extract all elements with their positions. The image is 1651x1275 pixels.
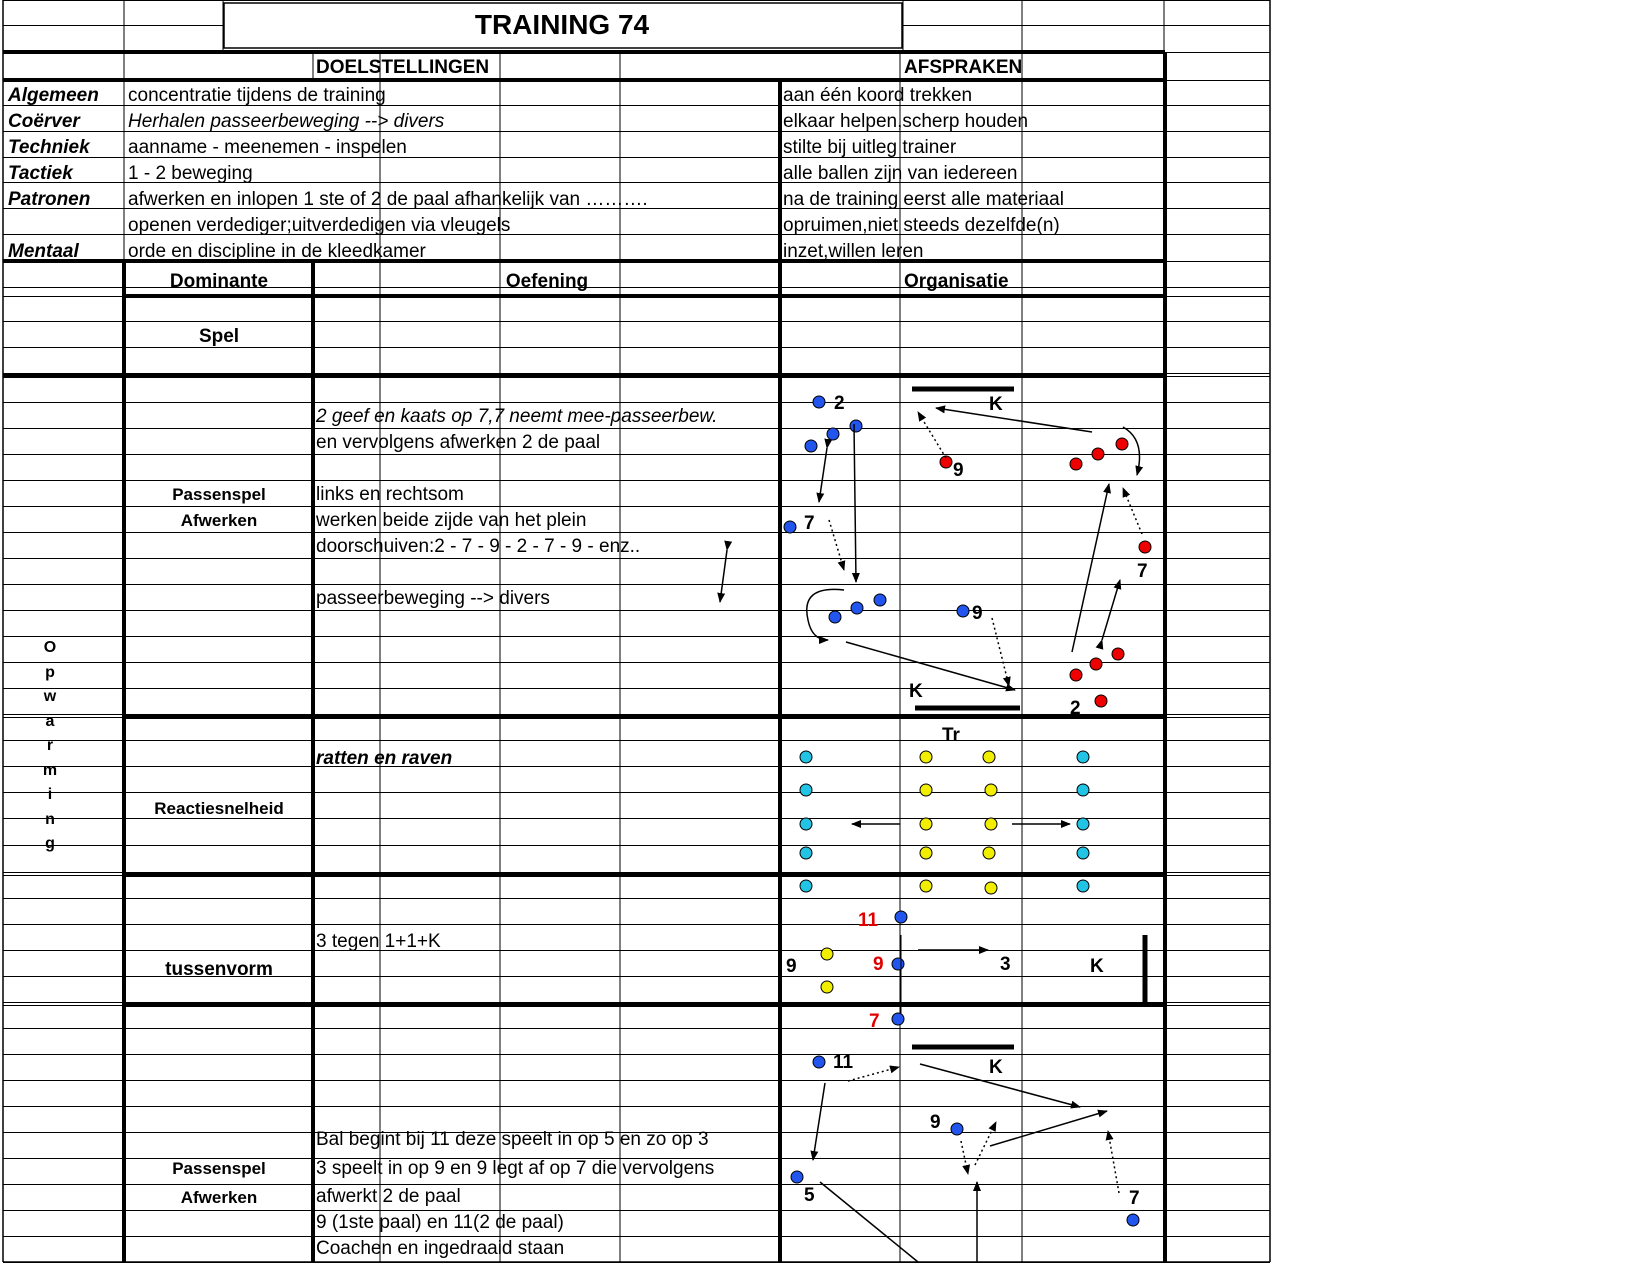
- player-dot: [1077, 880, 1089, 892]
- player-dot: [920, 847, 932, 859]
- diagram-label: 11: [833, 1052, 854, 1073]
- goal-text: 1 - 2 beweging: [128, 163, 253, 184]
- side-label-letter: w: [43, 688, 57, 705]
- player-dot: [951, 1123, 963, 1135]
- oefening-line: werken beide zijde van het plein: [316, 510, 587, 531]
- player-dot: [1112, 648, 1124, 660]
- player-dot: [920, 751, 932, 763]
- player-dot: [957, 605, 969, 617]
- player-dot: [1070, 669, 1082, 681]
- arrow: [813, 1083, 825, 1160]
- pass-line: [820, 1182, 918, 1262]
- player-dot: [985, 784, 997, 796]
- player-dot: [985, 882, 997, 894]
- diagram-label: 7: [1137, 561, 1148, 582]
- goal-label: Coërver: [8, 111, 80, 132]
- arrow: [961, 1141, 968, 1174]
- diagram-label: 9: [930, 1112, 941, 1133]
- side-label-letter: p: [45, 663, 55, 681]
- goal-text: afwerken en inlopen 1 ste of 2 de paal afhankelijk van ……….: [128, 189, 648, 210]
- player-dot: [1070, 458, 1082, 470]
- arrow: [1072, 484, 1109, 652]
- dominante-afwerken-1: Afwerken: [180, 511, 258, 530]
- oefening-line: afwerkt 2 de paal: [316, 1186, 461, 1207]
- diagram-label: 7: [804, 513, 815, 534]
- diagram-label-keeper: K: [989, 1057, 1003, 1078]
- diagram-label: 3: [1000, 954, 1011, 975]
- diagram-label: 9: [972, 603, 983, 624]
- goal-label: Tactiek: [8, 163, 73, 184]
- afspraak-text: alle ballen zijn van iedereen: [783, 163, 1018, 184]
- afspraak-text: inzet,willen leren: [783, 241, 924, 262]
- goal-text: orde en discipline in de kleedkamer: [128, 241, 426, 262]
- player-dot: [920, 784, 932, 796]
- header-organisatie: Organisatie: [904, 271, 1009, 292]
- side-label-letter: r: [46, 737, 54, 754]
- player-dot: [829, 611, 841, 623]
- player-dot: [813, 1056, 825, 1068]
- afspraak-text: opruimen,niet steeds dezelfde(n): [783, 215, 1060, 236]
- side-label-letter: n: [45, 810, 55, 828]
- afspraak-text: aan één koord trekken: [783, 85, 973, 106]
- player-dot: [1077, 784, 1089, 796]
- player-dot: [800, 880, 812, 892]
- arrow: [992, 618, 1009, 686]
- player-dot: [800, 751, 812, 763]
- player-dot: [1077, 847, 1089, 859]
- player-dot: [851, 602, 863, 614]
- player-dot: [920, 818, 932, 830]
- afspraak-text: stilte bij uitleg trainer: [783, 137, 957, 158]
- goal-text: Herhalen passeerbeweging --> divers: [128, 111, 445, 132]
- player-dot: [1090, 658, 1102, 670]
- player-dot: [985, 818, 997, 830]
- goal-label: Mentaal: [8, 241, 79, 262]
- player-dot: [821, 948, 833, 960]
- oefening-line: 3 tegen 1+1+K: [316, 931, 441, 952]
- afspraak-text: na de training eerst alle materiaal: [783, 189, 1064, 210]
- oefening-line: Coachen en ingedraaid staan: [316, 1238, 565, 1259]
- diagram-label-trainer: Tr: [942, 725, 960, 746]
- player-dot: [821, 981, 833, 993]
- player-dot: [827, 428, 839, 440]
- arrow: [1108, 1131, 1119, 1193]
- side-label-letter: i: [47, 786, 53, 803]
- goal-label: Patronen: [8, 189, 91, 210]
- goal-text: aanname - meenemen - inspelen: [128, 137, 407, 158]
- dominante-passenspel-1: Passenspel: [172, 485, 266, 504]
- oefening-line: 2 geef en kaats op 7,7 neemt mee-passeerbew.: [316, 406, 718, 427]
- player-dot: [874, 594, 886, 606]
- diagram-label: 9: [953, 460, 964, 481]
- player-dot: [892, 958, 904, 970]
- side-label-letter: m: [42, 761, 58, 779]
- player-dot: [895, 911, 907, 923]
- side-label-letter: g: [45, 835, 55, 852]
- player-dot: [1077, 818, 1089, 830]
- oefening-line: passeerbeweging --> divers: [316, 588, 550, 609]
- oefening-line: 3 speelt in op 9 en 9 legt af op 7 die vervolgens: [316, 1158, 715, 1179]
- afspraak-text: elkaar helpen,scherp houden: [783, 111, 1029, 132]
- header-dominante: Dominante: [169, 271, 269, 292]
- dominante-reactiesnelheid: Reactiesnelheid: [154, 799, 284, 818]
- diagram-label: 2: [834, 393, 845, 414]
- arrow: [846, 642, 1015, 690]
- diagram-label: 9: [873, 954, 884, 975]
- oefening-line: links en rechtsom: [316, 484, 464, 505]
- arrow: [990, 1111, 1107, 1146]
- diagram-label: 11: [858, 910, 879, 931]
- goal-text: concentratie tijdens de training: [128, 85, 386, 106]
- header-doelstellingen: DOELSTELLINGEN: [316, 57, 490, 78]
- player-dot: [850, 420, 862, 432]
- diagram-label: 9: [786, 956, 797, 977]
- side-label-letter: a: [45, 712, 55, 730]
- diagram-label: 2: [1070, 698, 1081, 719]
- diagram-label-keeper: K: [1090, 956, 1104, 977]
- player-dot: [1077, 751, 1089, 763]
- arrow: [848, 1067, 899, 1081]
- player-dot: [784, 521, 796, 533]
- side-label-letter: O: [43, 639, 57, 656]
- player-dot: [1116, 438, 1128, 450]
- arrow: [918, 412, 946, 458]
- dominante-spel: Spel: [198, 326, 240, 347]
- player-dot: [813, 396, 825, 408]
- diagram-label: 5: [804, 1185, 815, 1206]
- curved-arrow: [1123, 427, 1140, 475]
- player-dot: [1127, 1214, 1139, 1226]
- header-oefening: Oefening: [505, 271, 589, 292]
- oefening-line: doorschuiven:2 - 7 - 9 - 2 - 7 - 9 - enz..: [316, 536, 641, 557]
- player-dot: [800, 784, 812, 796]
- oefening-line: en vervolgens afwerken 2 de paal: [316, 432, 601, 453]
- player-dot: [920, 880, 932, 892]
- arrow: [819, 448, 827, 502]
- arrow: [1123, 488, 1142, 534]
- oefening-line: Bal begint bij 11 deze speelt in op 5 en zo op 3: [316, 1129, 709, 1150]
- page-title: TRAINING 74: [474, 9, 650, 40]
- player-dot: [800, 847, 812, 859]
- diagram-label: 7: [1129, 1188, 1140, 1209]
- player-dot: [1095, 695, 1107, 707]
- goal-text: openen verdediger;uitverdedigen via vleugels: [128, 215, 511, 236]
- arrow: [829, 520, 844, 570]
- diagram-label-keeper: K: [989, 394, 1003, 415]
- player-dot: [983, 847, 995, 859]
- goal-label: Algemeen: [8, 85, 99, 106]
- player-dot: [892, 1013, 904, 1025]
- diagram-label-keeper: K: [909, 681, 923, 702]
- oefening-line: 9 (1ste paal) en 11(2 de paal): [316, 1212, 564, 1233]
- dominante-tussenvorm: tussenvorm: [165, 959, 273, 980]
- player-dot: [983, 751, 995, 763]
- oefening-ratten-en-raven: ratten en raven: [316, 748, 453, 769]
- goal-label: Techniek: [8, 137, 90, 158]
- dominante-passenspel-2: Passenspel: [172, 1159, 266, 1178]
- player-dot: [800, 818, 812, 830]
- dominante-afwerken-2: Afwerken: [180, 1188, 258, 1207]
- player-dot: [1139, 541, 1151, 553]
- player-dot: [1092, 448, 1104, 460]
- header-afspraken: AFSPRAKEN: [904, 57, 1023, 78]
- arrow: [720, 550, 727, 602]
- diagram-label: 7: [869, 1011, 880, 1032]
- player-dot: [791, 1171, 803, 1183]
- player-dot: [805, 440, 817, 452]
